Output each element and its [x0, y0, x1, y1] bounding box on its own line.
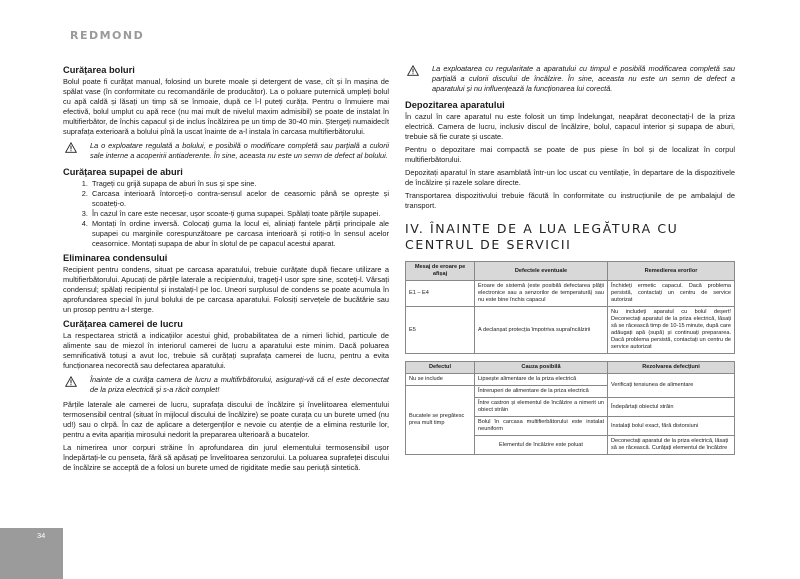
heading-camera: Curățarea camerei de lucru	[63, 319, 183, 329]
table-header: Rezolvarea defecțiuni	[608, 362, 735, 374]
note-disc-text: La exploatarea cu regularitate a aparatului cu timpul e posibilă modificarea completă sau parțială a culorii discului de încălzire. În sine, aceasta nu este un semn de defect a aparatului și nu influențează la funcționarea lui corectă.	[432, 64, 735, 93]
table-cell: Între castron și elementul de încălzire a nimerit un obiect străin	[475, 398, 608, 417]
table-cell: Închideți ermetic capacul. Dacă problema persistă, contactați un centru de service autorizat	[608, 281, 735, 307]
table-header: Defectul	[406, 362, 475, 374]
page-number: 34	[37, 531, 46, 540]
warning-icon	[65, 142, 77, 153]
warning-icon	[407, 65, 419, 76]
warning-icon	[65, 376, 77, 387]
table-row	[406, 281, 735, 307]
text-depozitare: În cazul în care aparatul nu este folosit un timp îndelungat, neapărat deconectați-l de la priza electrică. Camera de lucru, inclusiv discul de încălzire, bolul, capacul interior și supapa de aburi, trebuie să fie curate și uscate.	[405, 112, 735, 141]
error-codes-table	[405, 261, 735, 354]
text-camera-3: La nimerirea unor corpuri străine în aprofundarea din jurul elementului termosensibil ușor îndepărtați-le cu penseta, fără să apăsați pe învelitoarea senzorului. La poluarea suprafeței discului de încălzire se acceptă de a folosi un burete umed de rigiditate medie sau periuță sintetică.	[63, 443, 389, 472]
text-depozitare: Depozitați aparatul în stare asamblată într-un loc uscat cu ventilație, în departare de la dispozitivele de încălzire și razele solare directe.	[405, 168, 735, 187]
table-cell: Bolul în carcasa multifierbătorului este instalat neuniform	[475, 417, 608, 436]
step-item: 3. În cazul în care este necesar, ușor scoate-ți guma supapei. Spălați toate părțile supapei.	[90, 209, 389, 219]
note-boluri-text: La o exploatare regulată a bolului, e posibilă o modificare completă sau parțială a culorii sale interne a acoperirii antiaderente. În sine, aceasta nu este un semn de defect al bolului.	[90, 141, 389, 160]
table-cell: A declanșat protecția împotriva supraîncălzirii	[475, 307, 608, 354]
left-column	[63, 64, 389, 476]
section-title: IV. ÎNAINTE DE A LUA LEGĂTURA CU CENTRUL DE SERVICII	[405, 221, 679, 252]
table-cell: Deconectați aparatul de la priza electrică, lăsați să se răcească. Curățați elementul de încălzire	[608, 436, 735, 455]
heading-supapa: Curățarea supapei de aburi	[63, 167, 183, 177]
step-item: 1. Trageți cu grijă supapa de aburi în sus și spe sine.	[90, 179, 389, 189]
text-camera: La respectarea strictă a indicațiilor acestui ghid, probabilitatea de a nimeri lichid, particule de alimente sau de miezol în interiorul camerei de lucru a aparatului este minim. Dacă poluarea semnificativă totuși a avut loc, trebuie să curățați suprafața camerei de lucru, pentru a evita funcționarea necorectă sau defectarea aparatului.	[63, 331, 389, 370]
table-header: Remedierea erorilor	[608, 262, 735, 281]
table-cell: Bucatele se pregătesc prea mult timp	[406, 386, 475, 455]
table-cell: E1 – E4	[406, 281, 475, 307]
heading-condens: Eliminarea condensului	[63, 253, 168, 263]
heading-boluri: Curățarea boluri	[63, 65, 135, 75]
table-cell: Lipsește alimentare de la priza electrică	[475, 374, 608, 386]
note-boluri	[63, 141, 389, 161]
table-header: Mesaj de eroare pe afișaj	[406, 262, 475, 281]
table-row	[406, 307, 735, 354]
defects-table	[405, 361, 735, 455]
text-condens: Recipient pentru condens, situat pe carcasa aparatului, trebuie curățate după fiecare utilizare a multifierbătorului. Apucați de părțile laterale a recipientului, trageți-l usor spre sine, scoteți-l. Vărsați condensul; spălați recipientul și instalați-l pe loc. Uneori surplusul de condens se poate acumula în aprofundarea special în jurul bolului de pe carcasa aparatului. Folosiți servețele de bucătărie sau un prosop pentru a-l sterge.	[63, 265, 389, 314]
table-header-row	[406, 362, 735, 374]
table-header-row	[406, 262, 735, 281]
steps-supapa	[63, 179, 389, 249]
table-cell: Elementul de încălzire este poluat	[475, 436, 608, 455]
table-row	[406, 374, 735, 386]
table-cell: Nu se include	[406, 374, 475, 386]
table-header: Defectele eventuale	[475, 262, 608, 281]
text-camera-2: Părțile laterale ale camerei de lucru, suprafața discului de încălzire și înveliitoarea elementului termosensibil central (situat în mijlocul discului de încălzire) se poate curața cu un burete umed (nu ud!) sau o clrpă. În caz de aplicare a detergenților e nevoie cu atenție de a elimina resturile lor, pentru a evita apariția mirosului nedorit la prepararea ulterioară a bucatelor.	[63, 400, 389, 439]
table-cell: Instalați bolul exact, fără distorsiuni	[608, 417, 735, 436]
text-depozitare: Pentru o depozitare mai compactă se poate de pus piese în bol și de localizat în corpul multifierbătorului.	[405, 145, 735, 164]
note-camera-text: Înainte de a curăța camera de lucru a multifirbătorului, asigurați-vă că el este deconectat de la priza electrică și s-a răcit complet!	[90, 375, 389, 394]
right-column	[405, 64, 735, 455]
brand-logo: REDMOND	[70, 29, 145, 42]
table-cell: Întreruperi de alimentare de la priza electrică	[475, 386, 608, 398]
page-number-block	[0, 528, 63, 579]
table-header: Cauza posibilă	[475, 362, 608, 374]
table-cell: Verificați tensiunea de alimentare	[608, 374, 735, 398]
text-boluri: Bolul poate fi curățat manual, folosind un burete moale și detergent de vase, cît și în mașina de spălat vase (în conformitate cu recomandările de producător). La o poluare puternică umpleți bolul cu apă caldă și lăsați un timp să se înmoaie, după ce î-l puteți curăța. Pentru o înmuiere mai efectivă, bolul umplut cu apă rece (nu mai mult de nivelul maxim admisibil) se poate de instalat în multifierbător, de închis capacul și de inclus încălzirea pe un timp de 30-40 min. Ștergeți numaidecît suprafața exterioară a bolului pînă la uscat înainte de a-l instala în carcasa multifierbătorului.	[63, 77, 389, 136]
text-depozitare: Transportarea dispozitivului trebuie făcută în conformitate cu instrucțiunile de pe ambalajul de transport.	[405, 191, 735, 210]
step-item: 4. Montați în ordine inversă. Colocați guma la locul ei, aliniați fantele părții principale ale supapei cu marginile corespunzătoare pe carcasa interioară și rotiți-o în sensul acelor ceasornice. Montați supapa de abur în slotul de pe capacul acestui aparat.	[90, 219, 389, 249]
note-disc	[405, 64, 735, 94]
heading-depozitare: Depozitarea aparatului	[405, 100, 505, 110]
note-camera	[63, 375, 389, 395]
table-cell: Îndepărtați obiectul străin	[608, 398, 735, 417]
table-cell: E5	[406, 307, 475, 354]
table-cell: Nu includeți aparatul cu bolul deșert! Deconectați aparatul de la priza electrică, lăsați să se răcească timp de 10-15 minute, după care adăugați apă (supă) și continuați prepararea. Dacă problema persistă, contactați un centru de service autorizat	[608, 307, 735, 354]
step-item: 2. Carcasa interioară întorceți-o contra-sensul acelor de ceasornic până se oprește și scoateți-o.	[90, 189, 389, 209]
table-cell: Eroare de sistemă (este posibilă defectarea plăţii electronice sau a senzorilor de temperatură) sau nu este bine închis capacul	[475, 281, 608, 307]
